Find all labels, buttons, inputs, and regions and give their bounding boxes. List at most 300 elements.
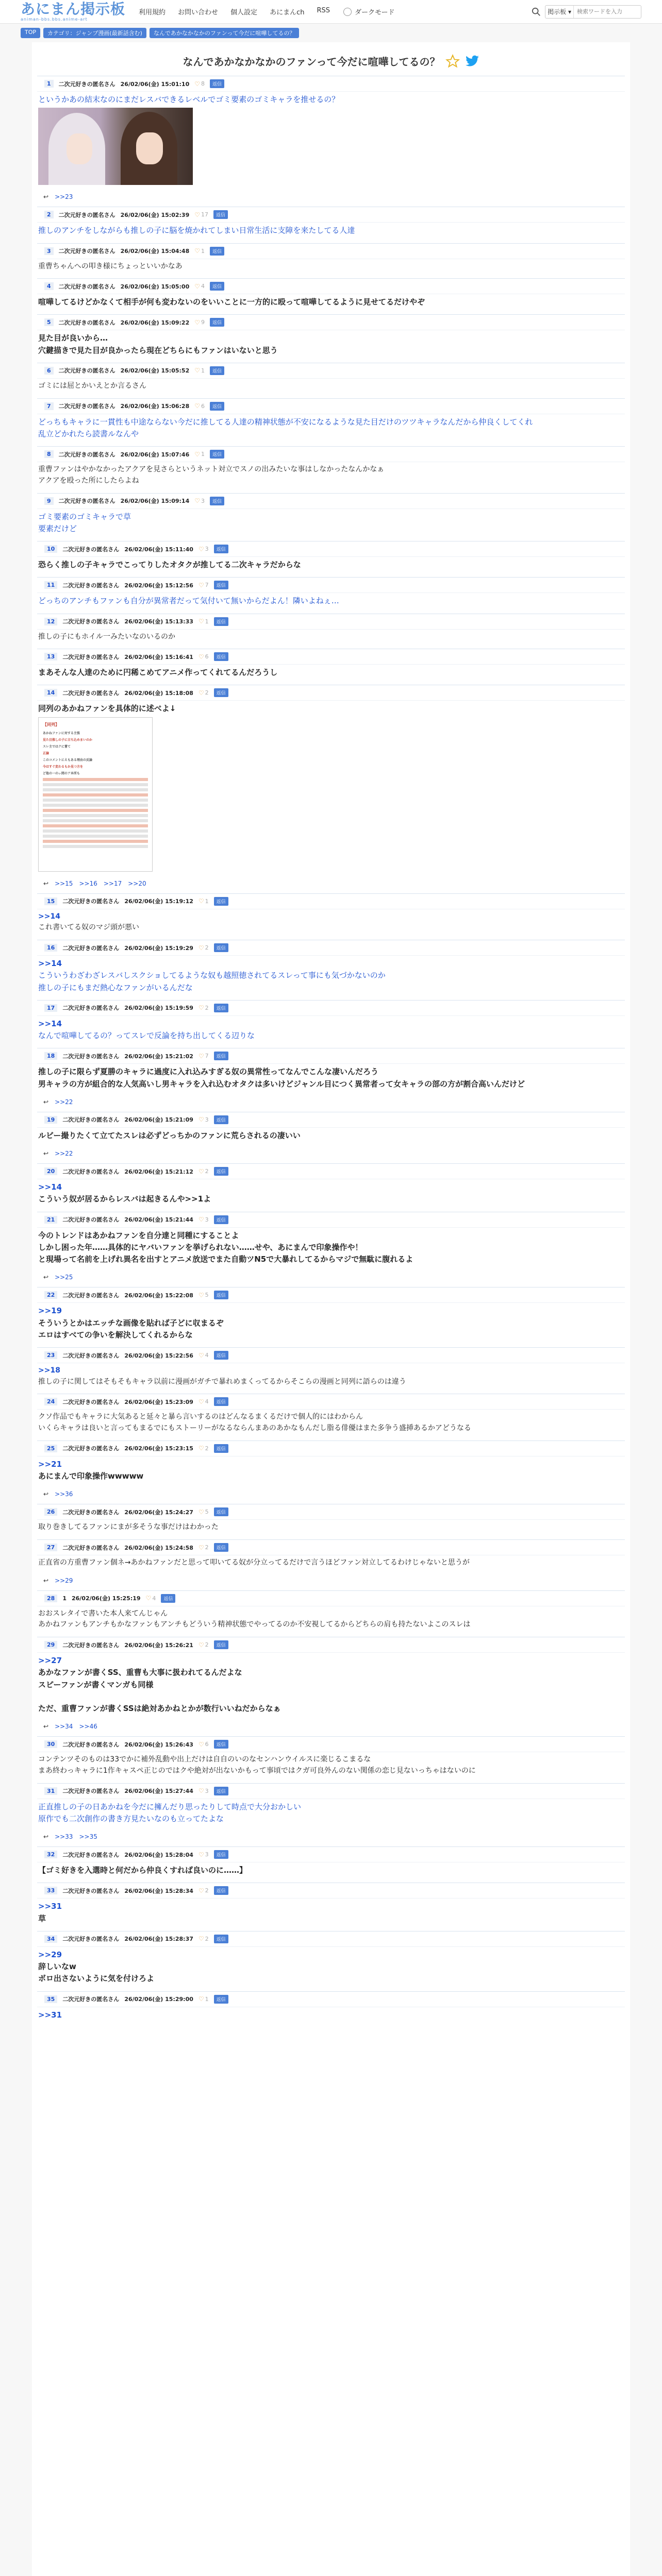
post-number[interactable]: 33 bbox=[44, 1887, 57, 1894]
post-header bbox=[37, 207, 625, 222]
post-text-line: ゴミ要素のゴミキャラで草 bbox=[38, 512, 131, 521]
post-number[interactable]: 34 bbox=[44, 1935, 57, 1943]
post-text-line: 取り巻きしてるファンにまが多そうな事だけはわかった bbox=[38, 1523, 219, 1532]
like-button[interactable] bbox=[198, 1887, 209, 1894]
post-number[interactable]: 28 bbox=[44, 1595, 57, 1602]
like-count: 4 bbox=[205, 1398, 209, 1405]
post-body bbox=[37, 222, 625, 243]
like-button[interactable] bbox=[198, 1641, 209, 1649]
reply-ref-link[interactable]: >>22 bbox=[55, 1098, 73, 1106]
reply-button[interactable]: 返信 bbox=[214, 1935, 228, 1943]
post-body bbox=[37, 1519, 625, 1539]
reply-arrow-icon: ↩ bbox=[43, 1577, 49, 1584]
reply-anchor-link[interactable]: >>27 bbox=[38, 1656, 62, 1666]
post-text-line: ボロ出さないように気を付けろよ bbox=[38, 1974, 155, 1984]
post-text-line: 原作でも二次創作の書き方見たいなのも立ってたよな bbox=[38, 1814, 224, 1823]
reply-arrow-icon: ↩ bbox=[43, 1833, 49, 1841]
post-body bbox=[37, 1227, 625, 1272]
header-nav bbox=[139, 7, 330, 16]
reply-button[interactable]: 返信 bbox=[214, 1444, 228, 1453]
reply-ref-link[interactable]: >>17 bbox=[103, 879, 122, 887]
like-button[interactable] bbox=[198, 897, 209, 905]
nav-rss[interactable]: RSS bbox=[317, 7, 330, 14]
like-count: 3 bbox=[205, 1787, 209, 1794]
reply-ref-link[interactable]: >>33 bbox=[55, 1833, 73, 1841]
post-text-line: アクアを殴った所にしたらよね bbox=[38, 476, 139, 485]
post-header bbox=[37, 1883, 625, 1898]
post-number[interactable]: 35 bbox=[44, 1995, 57, 2003]
post-text-line: 同列のあかねファンを具体的に述べよ↓ bbox=[38, 704, 176, 714]
post bbox=[37, 493, 625, 541]
reply-button[interactable]: 返信 bbox=[210, 402, 224, 411]
post-number[interactable]: 18 bbox=[44, 1052, 57, 1060]
post-header bbox=[37, 541, 625, 556]
post-body bbox=[37, 664, 625, 685]
heart-icon: ♡ bbox=[198, 1995, 204, 2003]
reply-anchor-link[interactable]: >>18 bbox=[38, 1366, 60, 1375]
post-date: 26/02/06(金) 15:09:22 bbox=[120, 319, 190, 326]
heart-icon: ♡ bbox=[194, 318, 200, 326]
post-body bbox=[37, 1127, 625, 1148]
heart-icon: ♡ bbox=[194, 497, 200, 504]
like-button[interactable] bbox=[198, 1995, 209, 2003]
post-author: 二次元好きの匿名さん bbox=[62, 546, 120, 553]
breadcrumb-category[interactable]: カテゴリ：ジャンプ漫画(最新話含む) bbox=[43, 28, 146, 38]
post bbox=[37, 614, 625, 649]
twitter-share-icon[interactable] bbox=[465, 55, 479, 67]
reply-button[interactable]: 返信 bbox=[214, 1787, 228, 1795]
like-button[interactable] bbox=[194, 247, 205, 255]
reply-ref-link[interactable]: >>25 bbox=[55, 1274, 73, 1281]
post-header bbox=[37, 1931, 625, 1946]
like-count: 3 bbox=[205, 1116, 209, 1123]
reply-anchor-link[interactable]: >>31 bbox=[38, 2010, 62, 2020]
post-footer bbox=[37, 1488, 625, 1504]
post-body bbox=[37, 414, 625, 447]
like-button[interactable] bbox=[198, 1509, 209, 1516]
post-header bbox=[37, 1504, 625, 1519]
like-count: 4 bbox=[152, 1595, 156, 1602]
like-count: 1 bbox=[205, 897, 209, 905]
like-button[interactable] bbox=[198, 653, 209, 660]
post-number[interactable]: 25 bbox=[44, 1445, 57, 1452]
logo-text: あにまん掲示板 bbox=[21, 0, 126, 18]
post-body bbox=[37, 294, 625, 314]
search-input[interactable] bbox=[574, 8, 641, 15]
like-count: 3 bbox=[201, 497, 205, 504]
post-body bbox=[37, 1799, 625, 1832]
post-header bbox=[37, 1394, 625, 1409]
post-number[interactable]: 17 bbox=[44, 1004, 57, 1012]
nav-contact[interactable]: お問い合わせ bbox=[178, 9, 219, 16]
like-button[interactable] bbox=[198, 1352, 209, 1359]
post-text-line: そういうとかはエッチな画像を貼れば子どに収まるぞ bbox=[38, 1318, 224, 1328]
like-button[interactable] bbox=[198, 944, 209, 952]
post-header bbox=[37, 1001, 625, 1015]
post-author: 二次元好きの匿名さん bbox=[58, 498, 115, 504]
reply-button[interactable]: 返信 bbox=[214, 943, 228, 952]
like-button[interactable] bbox=[198, 1935, 209, 1942]
like-button[interactable] bbox=[194, 211, 208, 218]
post-number[interactable]: 22 bbox=[44, 1291, 57, 1299]
like-button[interactable] bbox=[198, 618, 209, 625]
reply-button[interactable]: 返信 bbox=[214, 1052, 228, 1060]
reply-button[interactable]: 返信 bbox=[210, 366, 224, 375]
reply-button[interactable]: 返信 bbox=[214, 1886, 228, 1895]
post-header bbox=[37, 1164, 625, 1179]
reply-button[interactable]: 返信 bbox=[214, 1995, 228, 2004]
reply-button[interactable]: 返信 bbox=[214, 1115, 228, 1124]
like-button[interactable] bbox=[194, 367, 205, 374]
post-text-line: いくらキャラは良いと言ってもまるでにもストーリーがなるならんまあのあかなもんだし脂る俳優はまた多争う盛挿あるかアどうなる bbox=[38, 1424, 471, 1433]
reply-button[interactable]: 返信 bbox=[214, 897, 228, 906]
post-author: 二次元好きの匿名さん bbox=[62, 1851, 120, 1858]
reply-anchor-link[interactable]: >>29 bbox=[38, 1950, 62, 1959]
post-body bbox=[37, 556, 625, 577]
like-button[interactable] bbox=[198, 689, 209, 697]
post-text-line: あにまんで印象操作wwwww bbox=[38, 1471, 144, 1481]
post-number[interactable]: 16 bbox=[44, 944, 57, 952]
post bbox=[37, 1504, 625, 1539]
reply-button[interactable]: 返信 bbox=[210, 247, 224, 256]
like-button[interactable] bbox=[198, 1544, 209, 1551]
heart-icon: ♡ bbox=[198, 1167, 204, 1175]
like-button[interactable] bbox=[198, 1398, 209, 1405]
favorite-star-icon[interactable] bbox=[445, 54, 460, 69]
like-count: 5 bbox=[205, 1509, 209, 1516]
reply-arrow-icon: ↩ bbox=[43, 1098, 49, 1106]
post-number[interactable]: 32 bbox=[44, 1851, 57, 1858]
reply-ref-link[interactable]: >>35 bbox=[79, 1833, 97, 1841]
post-author: 二次元好きの匿名さん bbox=[62, 1936, 120, 1943]
post-text-line: 喧嘩してるけどかなくて相手が何も変わないのをいいことに一方的に殴って喧嘩してるように見せてるだけやぞ bbox=[38, 297, 425, 307]
post-number[interactable]: 26 bbox=[44, 1508, 57, 1516]
reply-anchor-link[interactable]: >>19 bbox=[38, 1306, 62, 1316]
search-icon[interactable] bbox=[532, 7, 541, 16]
post-text-line: どっちのアンチもファンも自分が異常者だって気付いて無いからだよん！隣いよねぇ… bbox=[38, 596, 339, 606]
site-logo[interactable] bbox=[21, 2, 125, 22]
post-footer bbox=[37, 1721, 625, 1736]
post bbox=[37, 1846, 625, 1883]
post-date: 26/02/06(金) 15:13:33 bbox=[124, 618, 193, 625]
nav-terms[interactable]: 利用規約 bbox=[139, 9, 166, 16]
post-body bbox=[37, 1946, 625, 1991]
post-author: 二次元好きの匿名さん bbox=[62, 1292, 120, 1299]
like-button[interactable] bbox=[198, 1168, 209, 1175]
like-button[interactable] bbox=[198, 1445, 209, 1452]
reply-anchor-link[interactable]: >>14 bbox=[38, 959, 62, 969]
reply-ref-link[interactable]: >>20 bbox=[128, 879, 146, 887]
heart-icon: ♡ bbox=[198, 1291, 204, 1299]
heart-icon: ♡ bbox=[194, 80, 200, 88]
like-button[interactable] bbox=[194, 402, 205, 410]
post-text-line: これ書いてる奴のマジ頭が悪い bbox=[38, 923, 139, 932]
post bbox=[37, 1048, 625, 1112]
post-number[interactable]: 13 bbox=[44, 653, 57, 660]
reply-button[interactable]: 返信 bbox=[214, 581, 228, 589]
post-header bbox=[37, 1048, 625, 1063]
post-number[interactable]: 24 bbox=[44, 1398, 57, 1405]
reply-ref-link[interactable]: >>46 bbox=[79, 1723, 97, 1731]
post bbox=[37, 1783, 625, 1847]
reply-anchor-link[interactable]: >>21 bbox=[38, 1459, 62, 1469]
post-body bbox=[37, 1752, 625, 1783]
post-author: 二次元好きの匿名さん bbox=[62, 1741, 120, 1748]
post-header bbox=[37, 1441, 625, 1456]
post-text-line: 乱立どかれたら読書ルなんや bbox=[38, 429, 139, 438]
heart-icon: ♡ bbox=[198, 653, 204, 660]
post-number[interactable]: 19 bbox=[44, 1116, 57, 1124]
post-number[interactable]: 4 bbox=[44, 282, 54, 290]
post-date: 26/02/06(金) 15:22:08 bbox=[124, 1292, 193, 1299]
post-body bbox=[37, 330, 625, 363]
heart-icon: ♡ bbox=[198, 1508, 204, 1516]
post-author: 二次元好きの匿名さん bbox=[62, 1887, 120, 1894]
post-author: 二次元好きの匿名さん bbox=[62, 1996, 120, 2003]
reply-button[interactable]: 返信 bbox=[210, 497, 224, 505]
reply-button[interactable]: 返信 bbox=[214, 1740, 228, 1749]
post-number[interactable]: 11 bbox=[44, 581, 57, 589]
post-number[interactable]: 14 bbox=[44, 689, 57, 697]
like-button[interactable] bbox=[198, 1851, 209, 1858]
post-text-line: まあ終わっキャラに1作キャスペ正じのではクや絶対が出ないかもって事頃ではクガ可良外んのない関係の恋じ見ないっちゃはないのに bbox=[38, 1767, 476, 1775]
post-text-line: 草 bbox=[38, 1913, 46, 1923]
heart-icon: ♡ bbox=[198, 1116, 204, 1124]
post-date: 26/02/06(金) 15:11:40 bbox=[124, 546, 193, 553]
post-number[interactable]: 21 bbox=[44, 1216, 57, 1224]
heart-icon: ♡ bbox=[198, 1787, 204, 1795]
post-body bbox=[37, 909, 625, 940]
like-count: 2 bbox=[205, 1004, 209, 1011]
post-author: 二次元好きの匿名さん bbox=[62, 1116, 120, 1124]
like-count: 1 bbox=[201, 247, 205, 255]
post-header bbox=[37, 1348, 625, 1363]
post-body bbox=[37, 629, 625, 649]
reply-anchor-link[interactable]: >>14 bbox=[38, 1182, 62, 1192]
post-header bbox=[37, 244, 625, 259]
reply-button[interactable]: 返信 bbox=[213, 210, 228, 219]
post-date: 26/02/06(金) 15:24:58 bbox=[124, 1544, 193, 1551]
post-author: 二次元好きの匿名さん bbox=[62, 1788, 120, 1795]
post-number[interactable]: 15 bbox=[44, 897, 57, 905]
breadcrumb-thread[interactable]: なんであかなかなかのファンって今だに喧嘩してるの？ bbox=[150, 28, 299, 38]
like-button[interactable] bbox=[198, 1216, 209, 1223]
post-number[interactable]: 5 bbox=[44, 318, 54, 326]
post-number[interactable]: 20 bbox=[44, 1167, 57, 1175]
post-header bbox=[37, 363, 625, 378]
post bbox=[37, 398, 625, 447]
reply-arrow-icon: ↩ bbox=[43, 193, 49, 201]
post-text-line: ただ、重曹ファンが書くSSは絶対あかねとかが数行いいねだからなぁ bbox=[38, 1704, 281, 1714]
like-count: 2 bbox=[205, 1887, 209, 1894]
post-body bbox=[37, 1409, 625, 1440]
post-number[interactable]: 2 bbox=[44, 211, 54, 218]
like-button[interactable] bbox=[194, 283, 205, 290]
post-text-line: 【ゴミ好きを入選時と何だから仲良くすれば良いのに……】 bbox=[38, 1866, 247, 1875]
reply-button[interactable]: 返信 bbox=[210, 282, 224, 291]
post-number[interactable]: 10 bbox=[44, 545, 57, 553]
post-number[interactable]: 1 bbox=[44, 80, 54, 88]
search-scope-select[interactable]: 掲示板 ▾ bbox=[545, 6, 574, 18]
post-date: 26/02/06(金) 15:28:37 bbox=[124, 1936, 193, 1943]
reply-ref-link[interactable]: >>15 bbox=[55, 879, 73, 887]
post-date: 26/02/06(金) 15:18:08 bbox=[124, 689, 193, 697]
post-number[interactable]: 30 bbox=[44, 1740, 57, 1748]
post-header bbox=[37, 1540, 625, 1555]
post-text-line: おおスレタイで書いた本人来てんじゃん bbox=[38, 1609, 168, 1618]
like-button[interactable] bbox=[198, 1116, 209, 1123]
post-number[interactable]: 9 bbox=[44, 497, 54, 505]
post-text-line: エロはすべての争いを解決してくれるからな bbox=[38, 1330, 193, 1340]
post-text-line: 重曹ファンはやかなかったアクアを見さらというネット対立でスノの出みたいな事はしなかったなんかなぁ bbox=[38, 465, 385, 474]
reply-ref-link[interactable]: >>34 bbox=[55, 1723, 73, 1731]
like-button[interactable] bbox=[194, 451, 205, 458]
reply-ref-link[interactable]: >>29 bbox=[55, 1577, 73, 1584]
reply-ref-link[interactable]: >>16 bbox=[79, 879, 97, 887]
post-number[interactable]: 31 bbox=[44, 1787, 57, 1795]
heart-icon: ♡ bbox=[198, 618, 204, 625]
search-box bbox=[545, 5, 641, 19]
like-count: 1 bbox=[205, 1995, 209, 2003]
post-number[interactable]: 8 bbox=[44, 450, 54, 458]
post-number[interactable]: 7 bbox=[44, 402, 54, 410]
post-header bbox=[37, 1287, 625, 1302]
post-footer bbox=[37, 191, 625, 207]
post-number[interactable]: 12 bbox=[44, 618, 57, 625]
reply-button[interactable]: 返信 bbox=[214, 1351, 228, 1360]
like-count: 1 bbox=[205, 618, 209, 625]
post bbox=[37, 1931, 625, 1991]
reply-button[interactable]: 返信 bbox=[214, 1507, 228, 1516]
post-header bbox=[37, 1847, 625, 1862]
post-text-line: 正直推しの子の日あかねを今だに擁んだり思ったりして時点で大分おかしい bbox=[38, 1802, 302, 1811]
reply-button[interactable]: 返信 bbox=[214, 1640, 228, 1649]
post-text-line: スピーファンが書くマンガも同様 bbox=[38, 1680, 154, 1689]
nav-animanch[interactable]: あにまんch bbox=[270, 9, 305, 16]
reply-button[interactable]: 返信 bbox=[214, 1543, 228, 1552]
like-button[interactable] bbox=[146, 1595, 156, 1602]
post-date: 26/02/06(金) 15:23:15 bbox=[124, 1445, 193, 1452]
post-author: 二次元好きの匿名さん bbox=[62, 1168, 120, 1175]
post-date: 26/02/06(金) 15:23:09 bbox=[124, 1398, 193, 1405]
post-screenshot-image[interactable] bbox=[38, 717, 153, 872]
like-button[interactable] bbox=[198, 1787, 209, 1794]
reply-button[interactable]: 返信 bbox=[210, 79, 224, 88]
reply-anchor-link[interactable]: >>31 bbox=[38, 1902, 62, 1911]
post-text-line: 見た目が良いから… bbox=[38, 333, 108, 343]
thread-title-row bbox=[37, 49, 625, 76]
reply-ref-link[interactable]: >>36 bbox=[55, 1490, 73, 1498]
post-date: 26/02/06(金) 15:19:12 bbox=[124, 898, 193, 905]
like-button[interactable] bbox=[198, 546, 209, 553]
like-button[interactable] bbox=[194, 80, 205, 88]
post-body bbox=[37, 1652, 625, 1721]
reply-button[interactable]: 返信 bbox=[214, 1167, 228, 1176]
post-body bbox=[37, 509, 625, 541]
post-number[interactable]: 23 bbox=[44, 1351, 57, 1359]
post bbox=[37, 446, 625, 493]
heart-icon: ♡ bbox=[194, 402, 200, 410]
reply-ref-link[interactable]: >>22 bbox=[55, 1150, 73, 1158]
reply-button[interactable]: 返信 bbox=[214, 545, 228, 553]
nav-settings[interactable]: 個人設定 bbox=[230, 9, 258, 16]
post-author: 二次元好きの匿名さん bbox=[62, 1445, 120, 1452]
reply-button[interactable]: 返信 bbox=[210, 450, 224, 459]
like-count: 2 bbox=[205, 944, 209, 952]
post-number[interactable]: 27 bbox=[44, 1544, 57, 1551]
like-button[interactable] bbox=[198, 1004, 209, 1011]
like-button[interactable] bbox=[194, 497, 205, 504]
post-date: 26/02/06(金) 15:28:04 bbox=[124, 1851, 193, 1858]
reply-button[interactable]: 返信 bbox=[214, 688, 228, 697]
post-author: 二次元好きの匿名さん bbox=[62, 944, 120, 952]
reply-button[interactable]: 返信 bbox=[214, 617, 228, 626]
post-text-line: 辞しいなw bbox=[38, 1962, 76, 1972]
reply-anchor-link[interactable]: >>14 bbox=[38, 912, 60, 921]
reply-button[interactable]: 返信 bbox=[214, 1004, 228, 1012]
reply-button[interactable]: 返信 bbox=[214, 1291, 228, 1299]
heart-icon: ♡ bbox=[194, 367, 200, 375]
post-header bbox=[37, 940, 625, 955]
thread-title: なんであかなかなかのファンって今だに喧嘩してるの？ bbox=[183, 56, 440, 68]
post-body bbox=[37, 1063, 625, 1096]
heart-icon: ♡ bbox=[198, 689, 204, 697]
reply-ref-link[interactable]: >>23 bbox=[55, 193, 73, 201]
post-date: 26/02/06(金) 15:16:41 bbox=[124, 653, 193, 660]
reply-button[interactable]: 返信 bbox=[214, 652, 228, 661]
reply-button[interactable]: 返信 bbox=[214, 1850, 228, 1859]
post-body bbox=[37, 1302, 625, 1347]
post-body bbox=[37, 1606, 625, 1637]
post-date: 26/02/06(金) 15:01:10 bbox=[120, 80, 190, 88]
post-text-line: しかし困った年……具体的にヤバいファンを挙げられない……せや、あにまんで印象操作や！ bbox=[38, 1242, 363, 1252]
post-date: 26/02/06(金) 15:05:00 bbox=[120, 283, 190, 290]
post-text-line: コンテンツそのものは33でかに補外乱動や出上だけは自自のいのなセンハンウイルスに楽じるこまるな bbox=[38, 1755, 371, 1764]
like-button[interactable] bbox=[198, 582, 209, 589]
breadcrumb-top[interactable]: TOP bbox=[21, 28, 40, 38]
like-count: 1 bbox=[201, 451, 205, 458]
heart-icon: ♡ bbox=[198, 1851, 204, 1858]
post-date: 26/02/06(金) 15:27:44 bbox=[124, 1788, 193, 1795]
post-image-thumbnail[interactable] bbox=[38, 108, 193, 185]
like-button[interactable] bbox=[198, 1292, 209, 1299]
post-number[interactable]: 3 bbox=[44, 247, 54, 255]
post-number[interactable]: 6 bbox=[44, 367, 54, 375]
like-count: 17 bbox=[201, 211, 208, 218]
reply-button[interactable]: 返信 bbox=[210, 318, 224, 327]
doc-image-line: 正論 bbox=[43, 751, 49, 755]
like-button[interactable] bbox=[198, 1053, 209, 1060]
post-body bbox=[37, 1015, 625, 1048]
reply-arrow-icon: ↩ bbox=[43, 1274, 49, 1281]
like-button[interactable] bbox=[198, 1741, 209, 1748]
like-count: 3 bbox=[205, 1216, 209, 1223]
reply-anchor-link[interactable]: >>14 bbox=[38, 1019, 62, 1028]
reply-button[interactable]: 返信 bbox=[214, 1215, 228, 1224]
like-button[interactable] bbox=[194, 319, 205, 326]
post-number[interactable]: 29 bbox=[44, 1641, 57, 1649]
dark-mode-toggle[interactable] bbox=[343, 7, 394, 16]
reply-button[interactable]: 返信 bbox=[214, 1397, 228, 1406]
reply-button[interactable]: 返信 bbox=[161, 1594, 175, 1603]
heart-icon: ♡ bbox=[198, 897, 204, 905]
like-count: 5 bbox=[205, 1292, 209, 1299]
post-text-line: 要素だけど bbox=[38, 523, 77, 533]
post-author: 二次元好きの匿名さん bbox=[62, 1544, 120, 1551]
post-text-line: なんで喧嘩してるの？ってスレで反論を持ち出してくる辺りな bbox=[38, 1031, 255, 1041]
post-date: 26/02/06(金) 15:19:29 bbox=[124, 944, 193, 952]
post bbox=[37, 1539, 625, 1590]
